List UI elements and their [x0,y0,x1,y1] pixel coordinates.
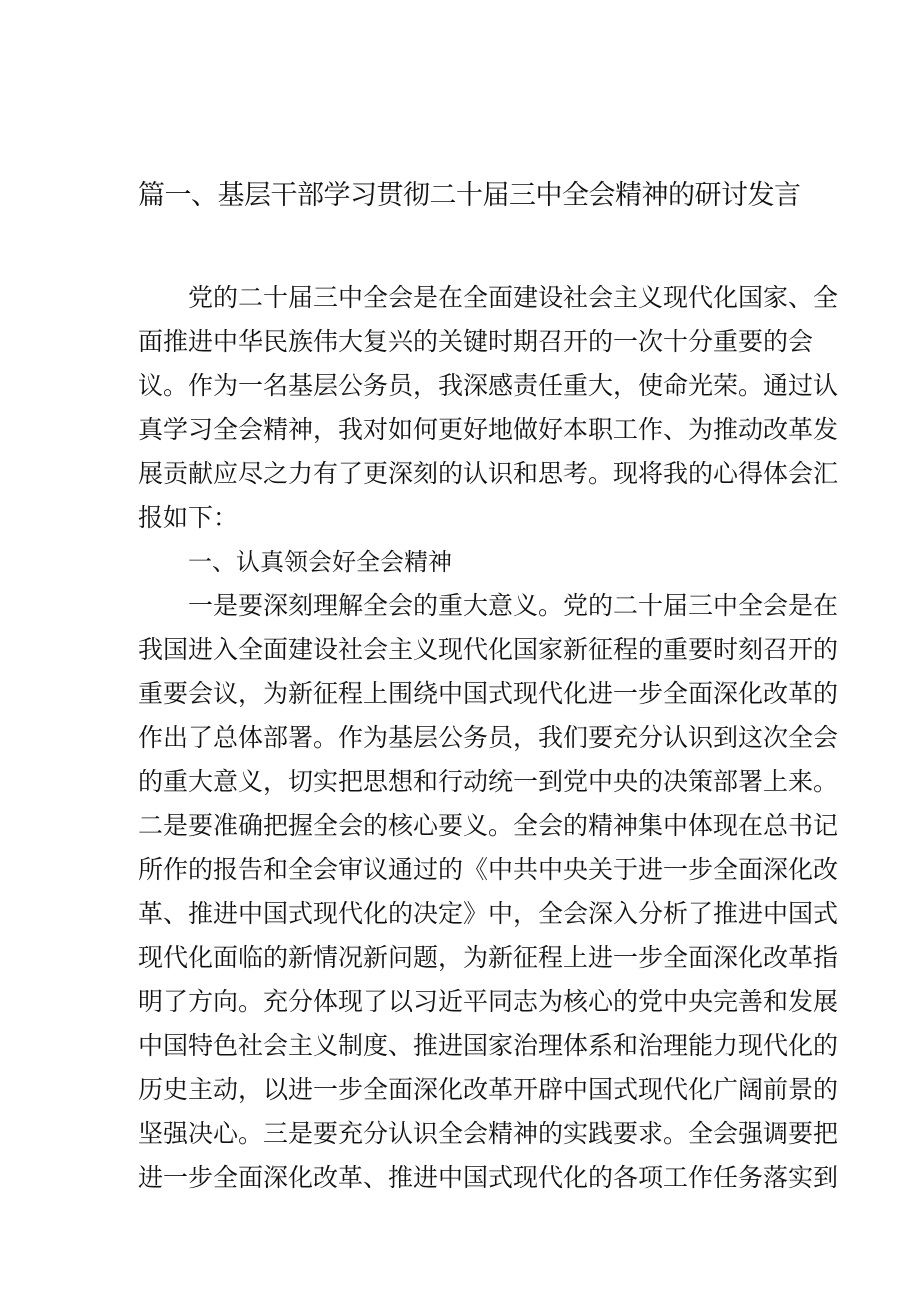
document-body [138,276,839,1200]
paragraph-line: 革、推进中国式现代化的决定》中，全会深入分析了推进中国式 [138,899,839,928]
paragraph-line: 明了方向。充分体现了以习近平同志为核心的党中央完善和发展 [138,987,839,1016]
paragraph-line: 我国进入全面建设社会主义现代化国家新征程的重要时刻召开的 [138,635,839,664]
paragraph-line: 二是要准确把握全会的核心要义。全会的精神集中体现在总书记 [138,811,839,840]
paragraph-line: 党的二十届三中全会是在全面建设社会主义现代化国家、全 [188,283,839,312]
paragraph-line: 的重大意义，切实把思想和行动统一到党中央的决策部署上来。 [138,767,839,796]
document-title: 篇一、基层干部学习贯彻二十届三中全会精神的研讨发言 [138,180,801,211]
paragraph-line: 中国特色社会主义制度、推进国家治理体系和治理能力现代化的 [138,1031,839,1060]
paragraph-line: 面推进中华民族伟大复兴的关键时期召开的一次十分重要的会 [138,327,814,356]
paragraph-line: 展贡献应尽之力有了更深刻的认识和思考。现将我的心得体会汇 [138,459,839,488]
paragraph-line: 议。作为一名基层公务员，我深感责任重大，使命光荣。通过认 [138,371,839,400]
paragraph-line: 现代化面临的新情况新问题，为新征程上进一步全面深化改革指 [138,943,839,972]
paragraph-line: 一是要深刻理解全会的重大意义。党的二十届三中全会是在 [188,591,839,620]
paragraph-line: 重要会议，为新征程上围绕中国式现代化进一步全面深化改革的 [138,679,839,708]
section-heading: 一、认真领会好全会精神 [188,548,452,576]
paragraph-line: 历史主动，以进一步全面深化改革开辟中国式现代化广阔前景的 [138,1075,839,1104]
paragraph-line: 作出了总体部署。作为基层公务员，我们要充分认识到这次全会 [138,723,839,752]
paragraph-line: 所作的报告和全会审议通过的《中共中央关于进一步全面深化改 [138,855,839,884]
paragraph-line: 报如下： [138,503,239,532]
paragraph-line: 坚强决心。三是要充分认识全会精神的实践要求。全会强调要把 [138,1119,839,1148]
paragraph-line: 进一步全面深化改革、推进中国式现代化的各项工作任务落实到 [138,1163,839,1192]
paragraph-line: 真学习全会精神，我对如何更好地做好本职工作、为推动改革发 [138,415,839,444]
